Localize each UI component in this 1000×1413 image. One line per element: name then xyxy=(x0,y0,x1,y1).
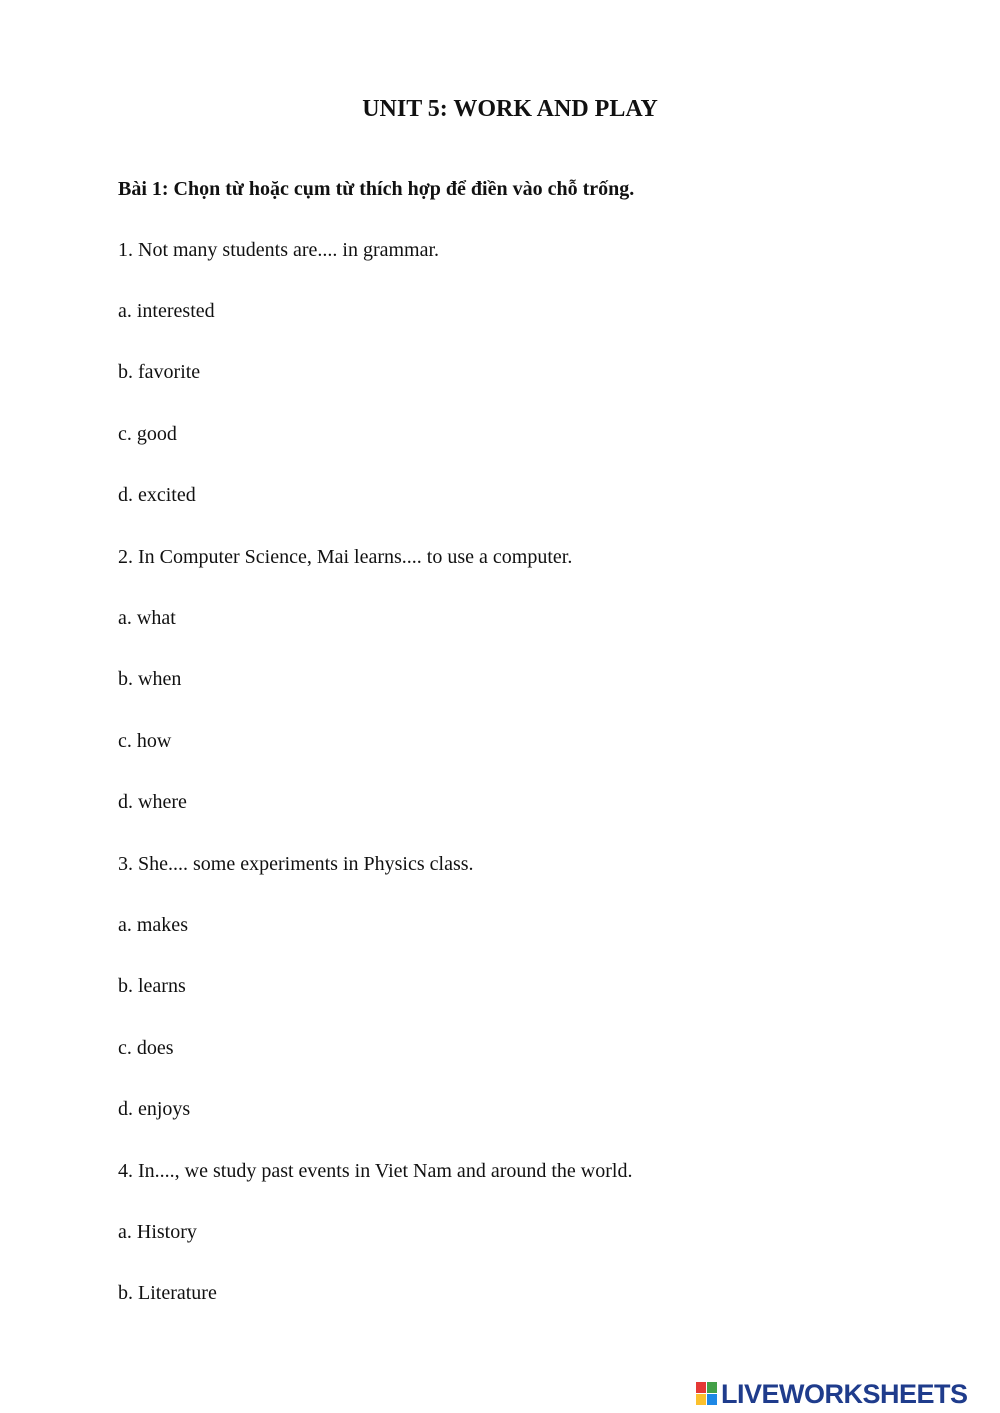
option-1a: a. interested xyxy=(118,300,215,322)
option-4b: b. Literature xyxy=(118,1282,217,1304)
question-2: 2. In Computer Science, Mai learns.... to use a computer. xyxy=(118,546,573,568)
liveworksheets-logo xyxy=(696,1380,968,1408)
page-title: UNIT 5: WORK AND PLAY xyxy=(362,96,658,122)
exercise-instruction: Bài 1: Chọn từ hoặc cụm từ thích hợp để điền vào chỗ trống. xyxy=(118,178,635,200)
option-3b: b. learns xyxy=(118,975,186,997)
option-3a: a. makes xyxy=(118,914,188,936)
option-2b: b. when xyxy=(118,668,182,690)
option-3d: d. enjoys xyxy=(118,1098,191,1120)
option-2a: a. what xyxy=(118,607,176,629)
option-4a: a. History xyxy=(118,1221,197,1243)
liveworksheets-wordmark: LIVEWORKSHEETS xyxy=(721,1378,968,1409)
option-2d: d. where xyxy=(118,791,187,813)
question-4: 4. In...., we study past events in Viet Nam and around the world. xyxy=(118,1160,633,1182)
question-1: 1. Not many students are.... in grammar. xyxy=(118,239,440,261)
option-1c: c. good xyxy=(118,423,177,445)
option-1b: b. favorite xyxy=(118,361,201,383)
liveworksheets-icon xyxy=(696,1381,718,1407)
option-2c: c. how xyxy=(118,730,172,752)
option-3c: c. does xyxy=(118,1037,174,1059)
option-1d: d. excited xyxy=(118,484,196,506)
question-3: 3. She.... some experiments in Physics class. xyxy=(118,853,474,875)
